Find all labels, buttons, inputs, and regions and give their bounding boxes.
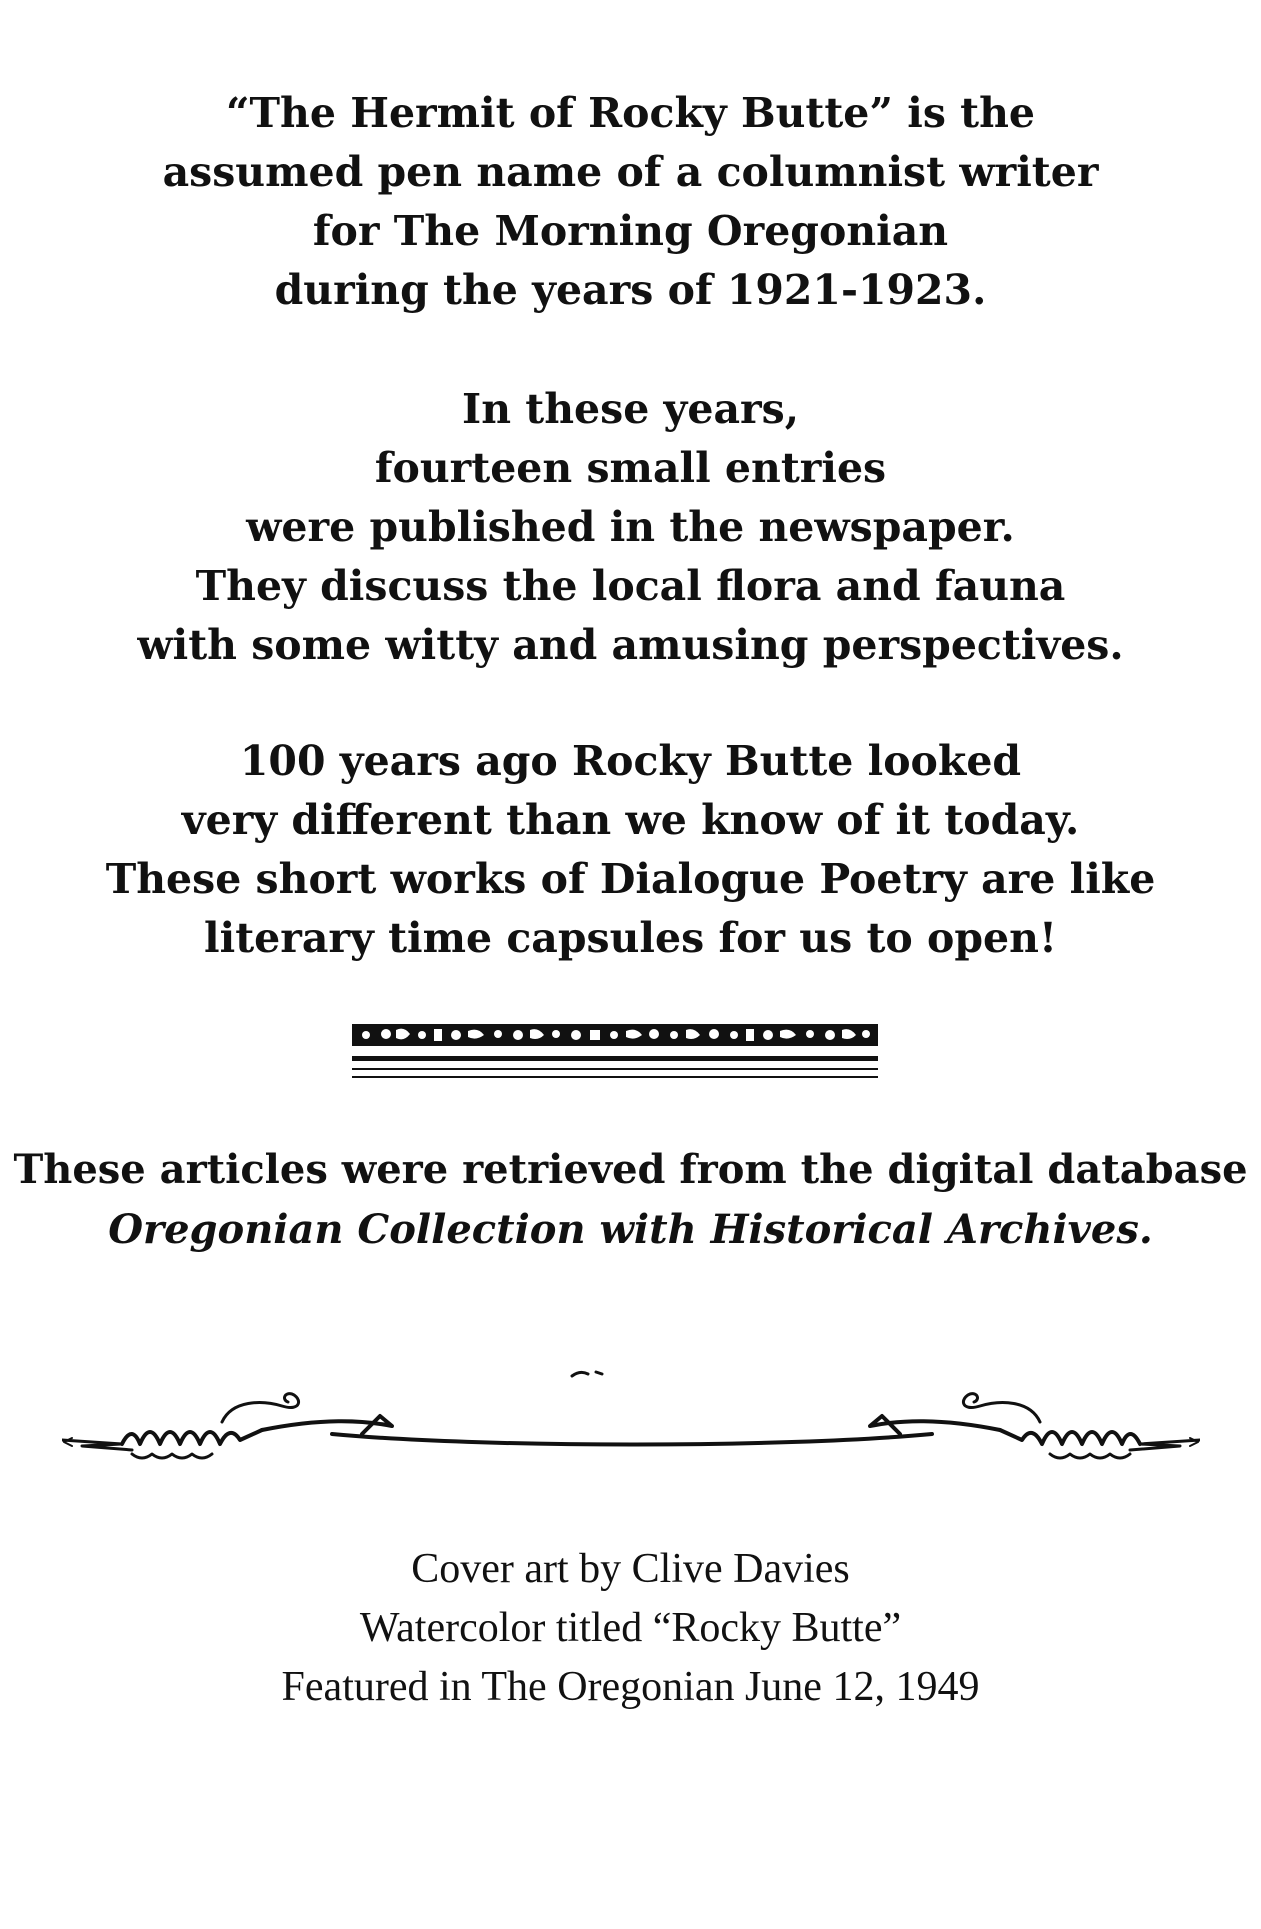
history-line: very different than we know of it today. xyxy=(181,796,1080,844)
source-note xyxy=(0,1140,1261,1260)
entries-line: They discuss the local flora and fauna xyxy=(195,562,1066,610)
source-database-title: Oregonian Collection with Historical Archives. xyxy=(108,1206,1153,1253)
history-line: literary time capsules for us to open! xyxy=(204,914,1057,962)
decorative-vine-border-icon xyxy=(352,1022,878,1080)
intro-paragraph xyxy=(0,84,1261,320)
entries-line: were published in the newspaper. xyxy=(246,503,1015,551)
entries-paragraph xyxy=(0,380,1261,675)
intro-line: assumed pen name of a columnist writer xyxy=(162,148,1099,196)
credit-line: Cover art by Clive Davies xyxy=(411,1546,850,1592)
entries-line: with some witty and amusing perspectives. xyxy=(137,621,1124,669)
source-line: These articles were retrieved from the digital database xyxy=(13,1146,1248,1193)
intro-line: during the years of 1921-1923. xyxy=(274,266,987,314)
calligraphic-flourish-divider-icon xyxy=(62,1360,1200,1470)
entries-line: In these years, xyxy=(462,385,799,433)
cover-art-credits xyxy=(0,1540,1261,1717)
history-line: These short works of Dialogue Poetry are like xyxy=(105,855,1156,903)
intro-line: for The Morning Oregonian xyxy=(312,207,949,255)
intro-line: “The Hermit of Rocky Butte” is the xyxy=(225,89,1036,137)
history-paragraph xyxy=(0,732,1261,968)
credit-line: Watercolor titled “Rocky Butte” xyxy=(359,1605,902,1651)
credit-line: Featured in The Oregonian June 12, 1949 xyxy=(281,1664,980,1710)
entries-line: fourteen small entries xyxy=(374,444,887,492)
history-line: 100 years ago Rocky Butte looked xyxy=(239,737,1022,785)
